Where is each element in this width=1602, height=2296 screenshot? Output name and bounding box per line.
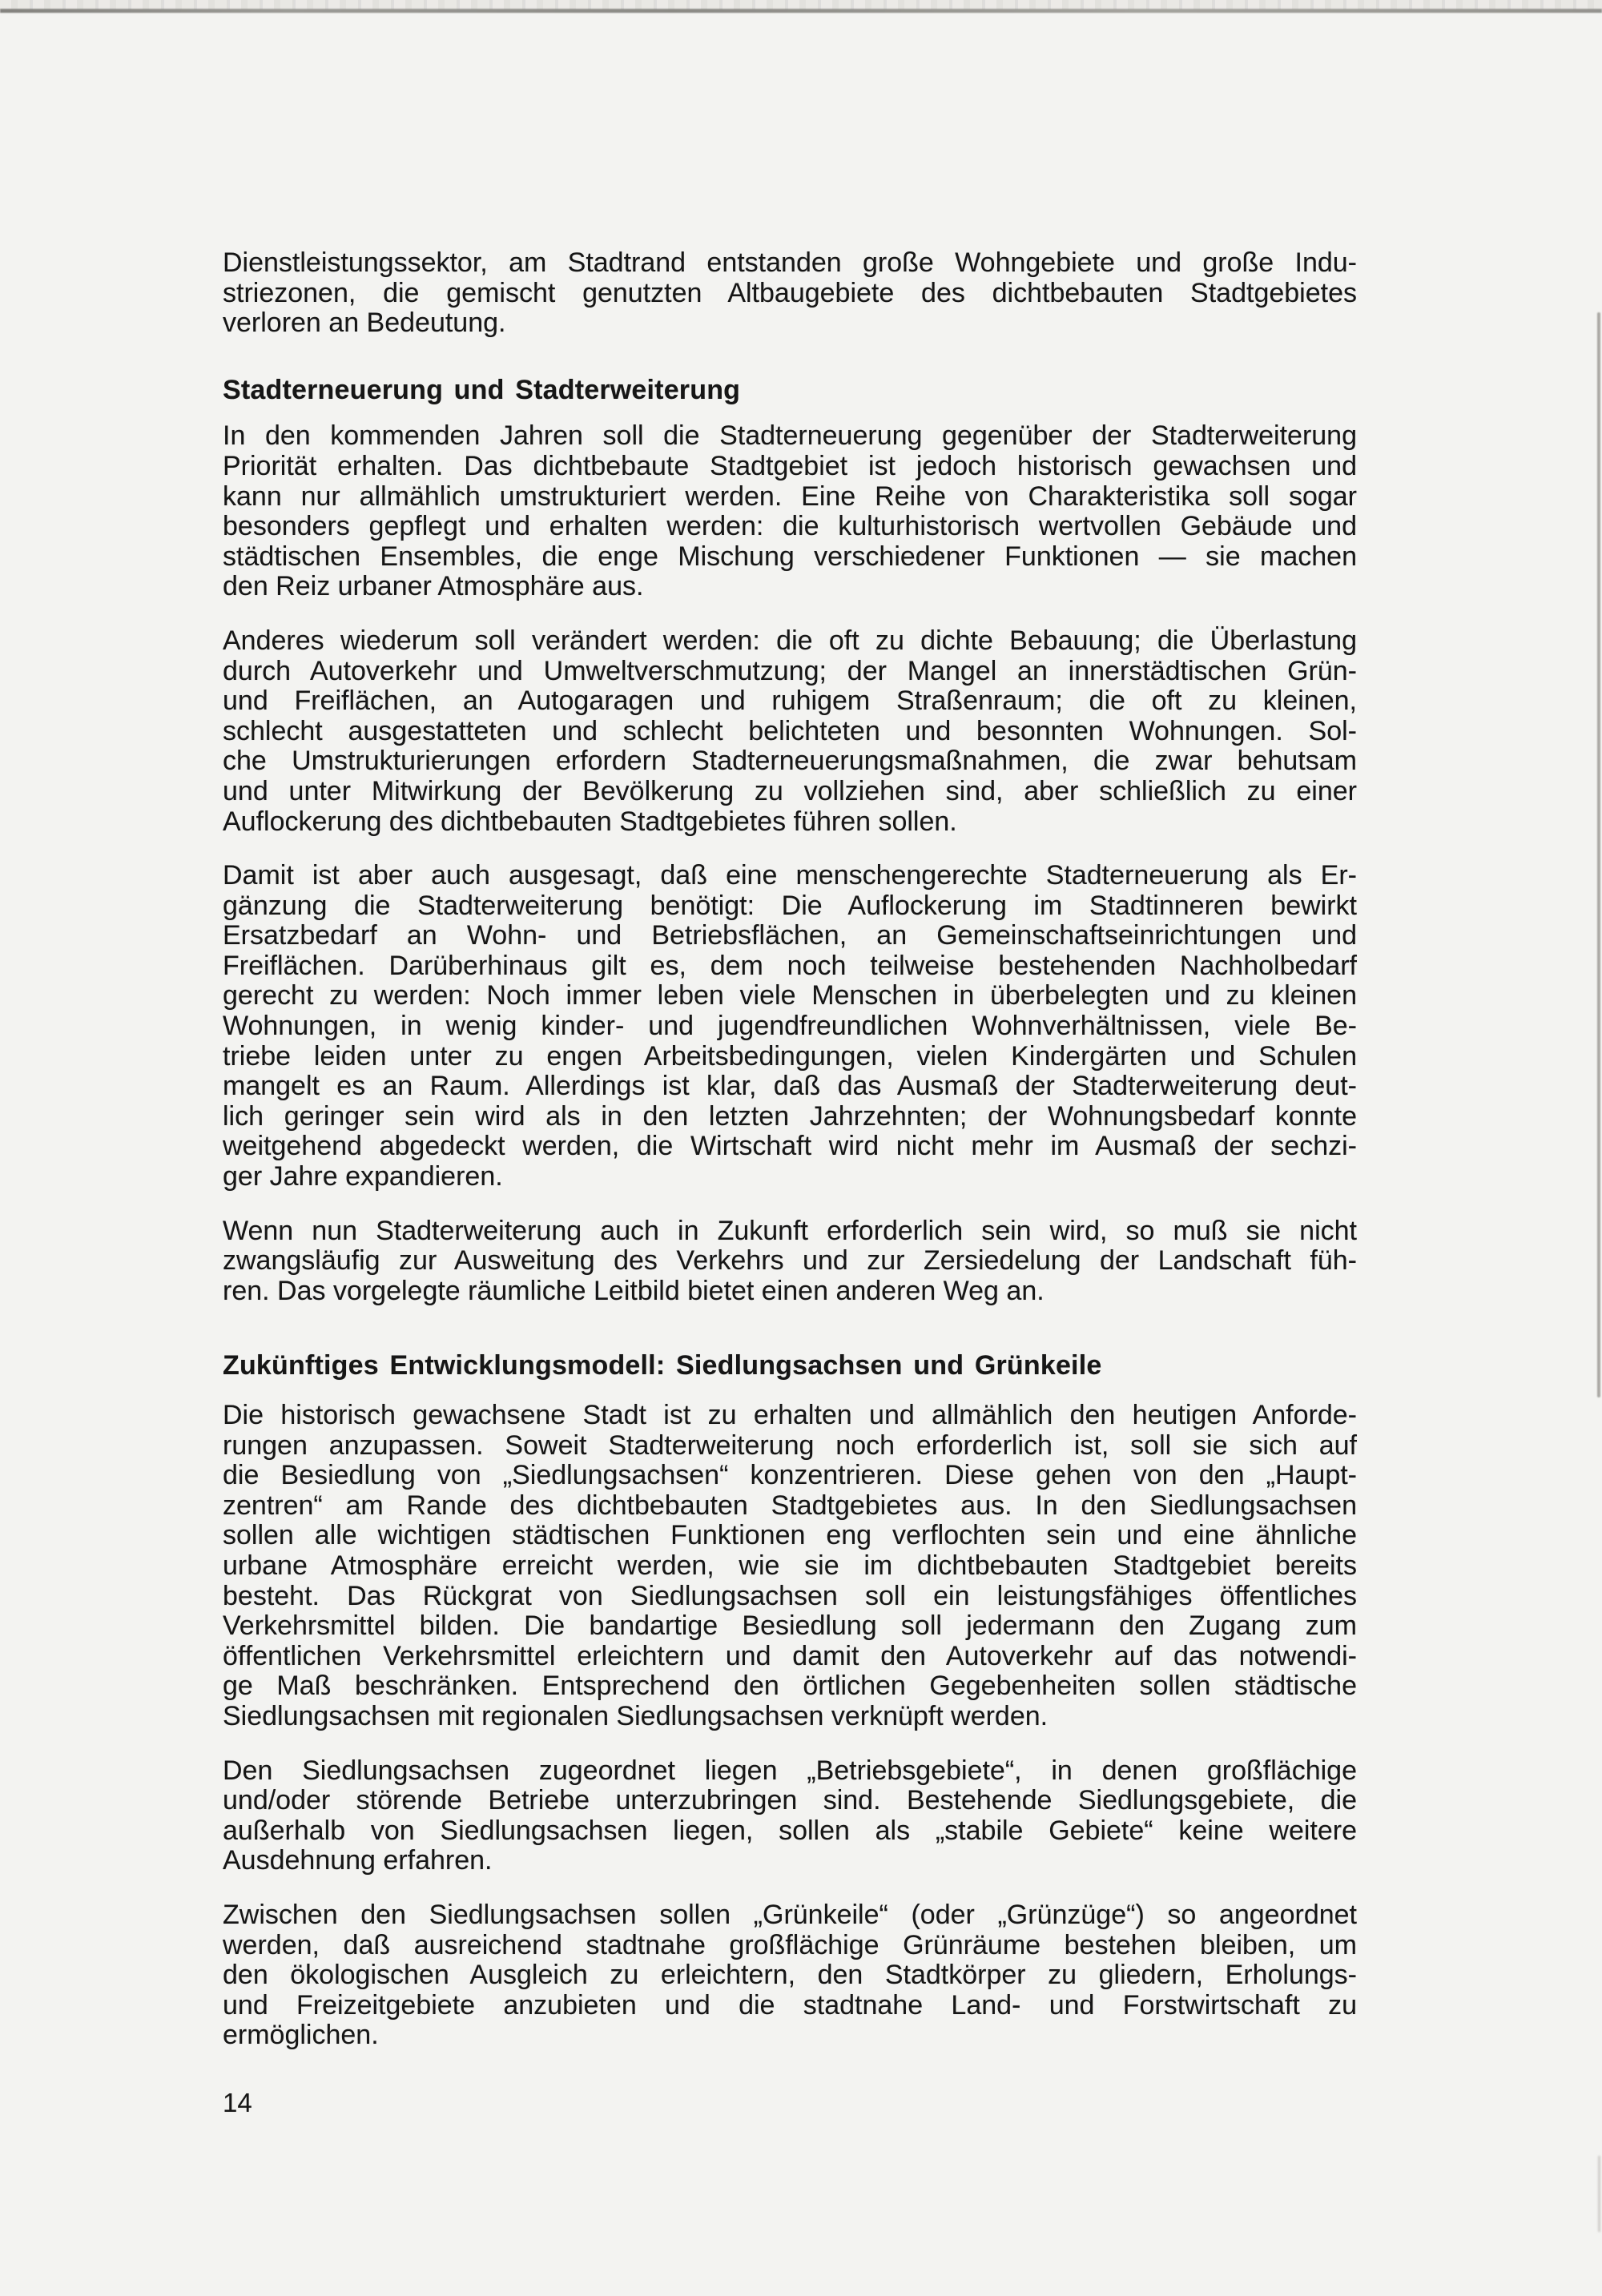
paragraph bbox=[223, 626, 1357, 837]
text-line: besteht. Das Rückgrat von Siedlungsachsen soll ein leistungsfähiges öffentliches bbox=[223, 1580, 1357, 1611]
paragraph bbox=[223, 1900, 1357, 2051]
text-line: und Freiflächen, an Autogaragen und ruhigem Straßenraum; die oft zu kleinen, bbox=[223, 686, 1357, 717]
text-line: Damit ist aber auch ausgesagt, daß eine menschengerechte Stadterneuerung als Er- bbox=[223, 860, 1357, 891]
text-line: weitgehend abgedeckt werden, die Wirtschaft wird nicht mehr im Ausmaß der sechzi- bbox=[223, 1131, 1357, 1162]
text-line: und Freizeitgebiete anzubieten und die stadtnahe Land- und Forstwirtschaft zu bbox=[223, 1989, 1357, 2021]
text-line: Anderes wiederum soll verändert werden: die oft zu dichte Bebauung; die Überlastung bbox=[223, 625, 1357, 656]
text-line: Dienstleistungssektor, am Stadtrand entstanden große Wohngebiete und große Indu- bbox=[223, 247, 1357, 278]
page-number: 14 bbox=[223, 2087, 252, 2117]
paragraph bbox=[223, 1401, 1357, 1732]
text-line: und/oder störende Betriebe unterzubringen sind. Bestehende Siedlungsgebiete, die bbox=[223, 1785, 1357, 1816]
scan-top-edge-line bbox=[0, 9, 1602, 13]
text-line: zentren“ am Rande des dichtbebauten Stadtgebietes aus. In den Siedlungsachsen bbox=[223, 1490, 1357, 1521]
text-line: rungen anzupassen. Soweit Stadterweiterung noch erforderlich ist, soll sie sich auf bbox=[223, 1429, 1357, 1461]
text-line: ermöglichen. bbox=[223, 2020, 379, 2051]
text-line: Zwischen den Siedlungsachsen sollen „Grünkeile“ (oder „Grünzüge“) so angeordnet bbox=[223, 1899, 1357, 1930]
text-line: triebe leiden unter zu engen Arbeitsbedingungen, vielen Kindergärten und Schulen bbox=[223, 1040, 1357, 1072]
text-line: schlecht ausgestatteten und schlecht belichteten und besonnten Wohnungen. Sol- bbox=[223, 715, 1357, 746]
intro-paragraph bbox=[223, 248, 1357, 339]
text-line: ge Maß beschränken. Entsprechend den örtlichen Gegebenheiten sollen städtische bbox=[223, 1671, 1357, 1702]
text-line: ren. Das vorgelegte räumliche Leitbild bietet einen anderen Weg an. bbox=[223, 1275, 1045, 1306]
scan-right-edge-line bbox=[1597, 312, 1600, 1397]
text-line: zwangsläufig zur Ausweitung des Verkehrs und zur Zersiedelung der Landschaft füh- bbox=[223, 1245, 1357, 1277]
text-line: sollen alle wichtigen städtischen Funktionen eng verflochten sein und eine ähnliche bbox=[223, 1520, 1357, 1551]
text-line: durch Autoverkehr und Umweltverschmutzung; der Mangel an innerstädtischen Grün- bbox=[223, 655, 1357, 686]
text-line: außerhalb von Siedlungsachsen liegen, sollen als „stabile Gebiete“ keine weitere bbox=[223, 1815, 1357, 1846]
text-line: kann nur allmählich umstrukturiert werden. Eine Reihe von Charakteristika soll sogar bbox=[223, 481, 1357, 512]
paragraph bbox=[223, 861, 1357, 1192]
section-heading-entwicklungsmodell: Zukünftiges Entwicklungsmodell: Siedlungsachsen und Grünkeile bbox=[223, 1350, 1102, 1381]
text-line: lich geringer sein wird als in den letzten Jahrzehnten; der Wohnungsbedarf konnte bbox=[223, 1100, 1357, 1132]
text-line: gänzung die Stadterweiterung benötigt: Die Auflockerung im Stadtinneren bewirkt bbox=[223, 890, 1357, 921]
text-line: che Umstrukturierungen erfordern Stadterneuerungsmaßnahmen, die zwar behutsam bbox=[223, 746, 1357, 777]
text-line: die Besiedlung von „Siedlungsachsen“ konzentrieren. Diese gehen von den „Haupt- bbox=[223, 1460, 1357, 1491]
text-line: striezonen, die gemischt genutzten Altbaugebiete des dichtbebauten Stadtgebietes bbox=[223, 277, 1357, 308]
text-line: urbane Atmosphäre erreicht werden, wie sie im dichtbebauten Stadtgebiet bereits bbox=[223, 1550, 1357, 1581]
section-heading-stadterneuerung: Stadterneuerung und Stadterweiterung bbox=[223, 374, 741, 405]
text-line: und unter Mitwirkung der Bevölkerung zu vollziehen sind, aber schließlich zu einer bbox=[223, 775, 1357, 806]
text-line: Auflockerung des dichtbebauten Stadtgebietes führen sollen. bbox=[223, 806, 957, 837]
text-line: Verkehrsmittel bilden. Die bandartige Besiedlung soll jedermann den Zugang zum bbox=[223, 1610, 1357, 1642]
text-line: Siedlungsachsen mit regionalen Siedlungsachsen verknüpft werden. bbox=[223, 1700, 1049, 1731]
text-line: ger Jahre expandieren. bbox=[223, 1161, 503, 1192]
text-line: Freiflächen. Darüberhinaus gilt es, dem noch teilweise bestehenden Nachholbedarf bbox=[223, 950, 1357, 981]
text-line: In den kommenden Jahren soll die Stadterneuerung gegenüber der Stadterweiterung bbox=[223, 420, 1357, 452]
text-line: mangelt es an Raum. Allerdings ist klar, daß das Ausmaß der Stadterweiterung deut- bbox=[223, 1071, 1357, 1102]
text-line: Ausdehnung erfahren. bbox=[223, 1845, 493, 1876]
text-line: den Reiz urbaner Atmosphäre aus. bbox=[223, 571, 644, 602]
text-line: den ökologischen Ausgleich zu erleichtern, den Stadtkörper zu gliedern, Erholungs- bbox=[223, 1960, 1357, 1991]
text-line: Wohnungen, in wenig kinder- und jugendfreundlichen Wohnverhältnissen, viele Be- bbox=[223, 1011, 1357, 1042]
text-line: öffentlichen Verkehrsmittel erleichtern und damit den Autoverkehr auf das notwendi- bbox=[223, 1640, 1357, 1671]
text-line: Den Siedlungsachsen zugeordnet liegen „Betriebsgebiete“, in denen großflächige bbox=[223, 1755, 1357, 1786]
text-line: verloren an Bedeutung. bbox=[223, 308, 506, 339]
scan-right-edge-line-lower bbox=[1598, 2156, 1600, 2232]
paragraph bbox=[223, 1216, 1357, 1307]
paragraph bbox=[223, 421, 1357, 602]
text-line: städtischen Ensembles, die enge Mischung verschiedener Funktionen — sie machen bbox=[223, 541, 1357, 572]
text-line: gerecht zu werden: Noch immer leben viele Menschen in überbelegten und zu kleinen bbox=[223, 980, 1357, 1011]
text-line: werden, daß ausreichend stadtnahe großflächige Grünräume bestehen bleiben, um bbox=[223, 1929, 1357, 1960]
text-line: Priorität erhalten. Das dichtbebaute Stadtgebiet ist jedoch historisch gewachsen und bbox=[223, 450, 1357, 481]
page-content bbox=[223, 248, 1357, 2117]
text-line: Wenn nun Stadterweiterung auch in Zukunft erforderlich sein wird, so muß sie nicht bbox=[223, 1215, 1357, 1246]
text-line: Die historisch gewachsene Stadt ist zu erhalten und allmählich den heutigen Anforde- bbox=[223, 1400, 1357, 1430]
text-line: besonders gepflegt und erhalten werden: die kulturhistorisch wertvollen Gebäude und bbox=[223, 511, 1357, 542]
paragraph bbox=[223, 1756, 1357, 1876]
text-line: Ersatzbedarf an Wohn- und Betriebsflächen, an Gemeinschaftseinrichtungen und bbox=[223, 920, 1357, 951]
